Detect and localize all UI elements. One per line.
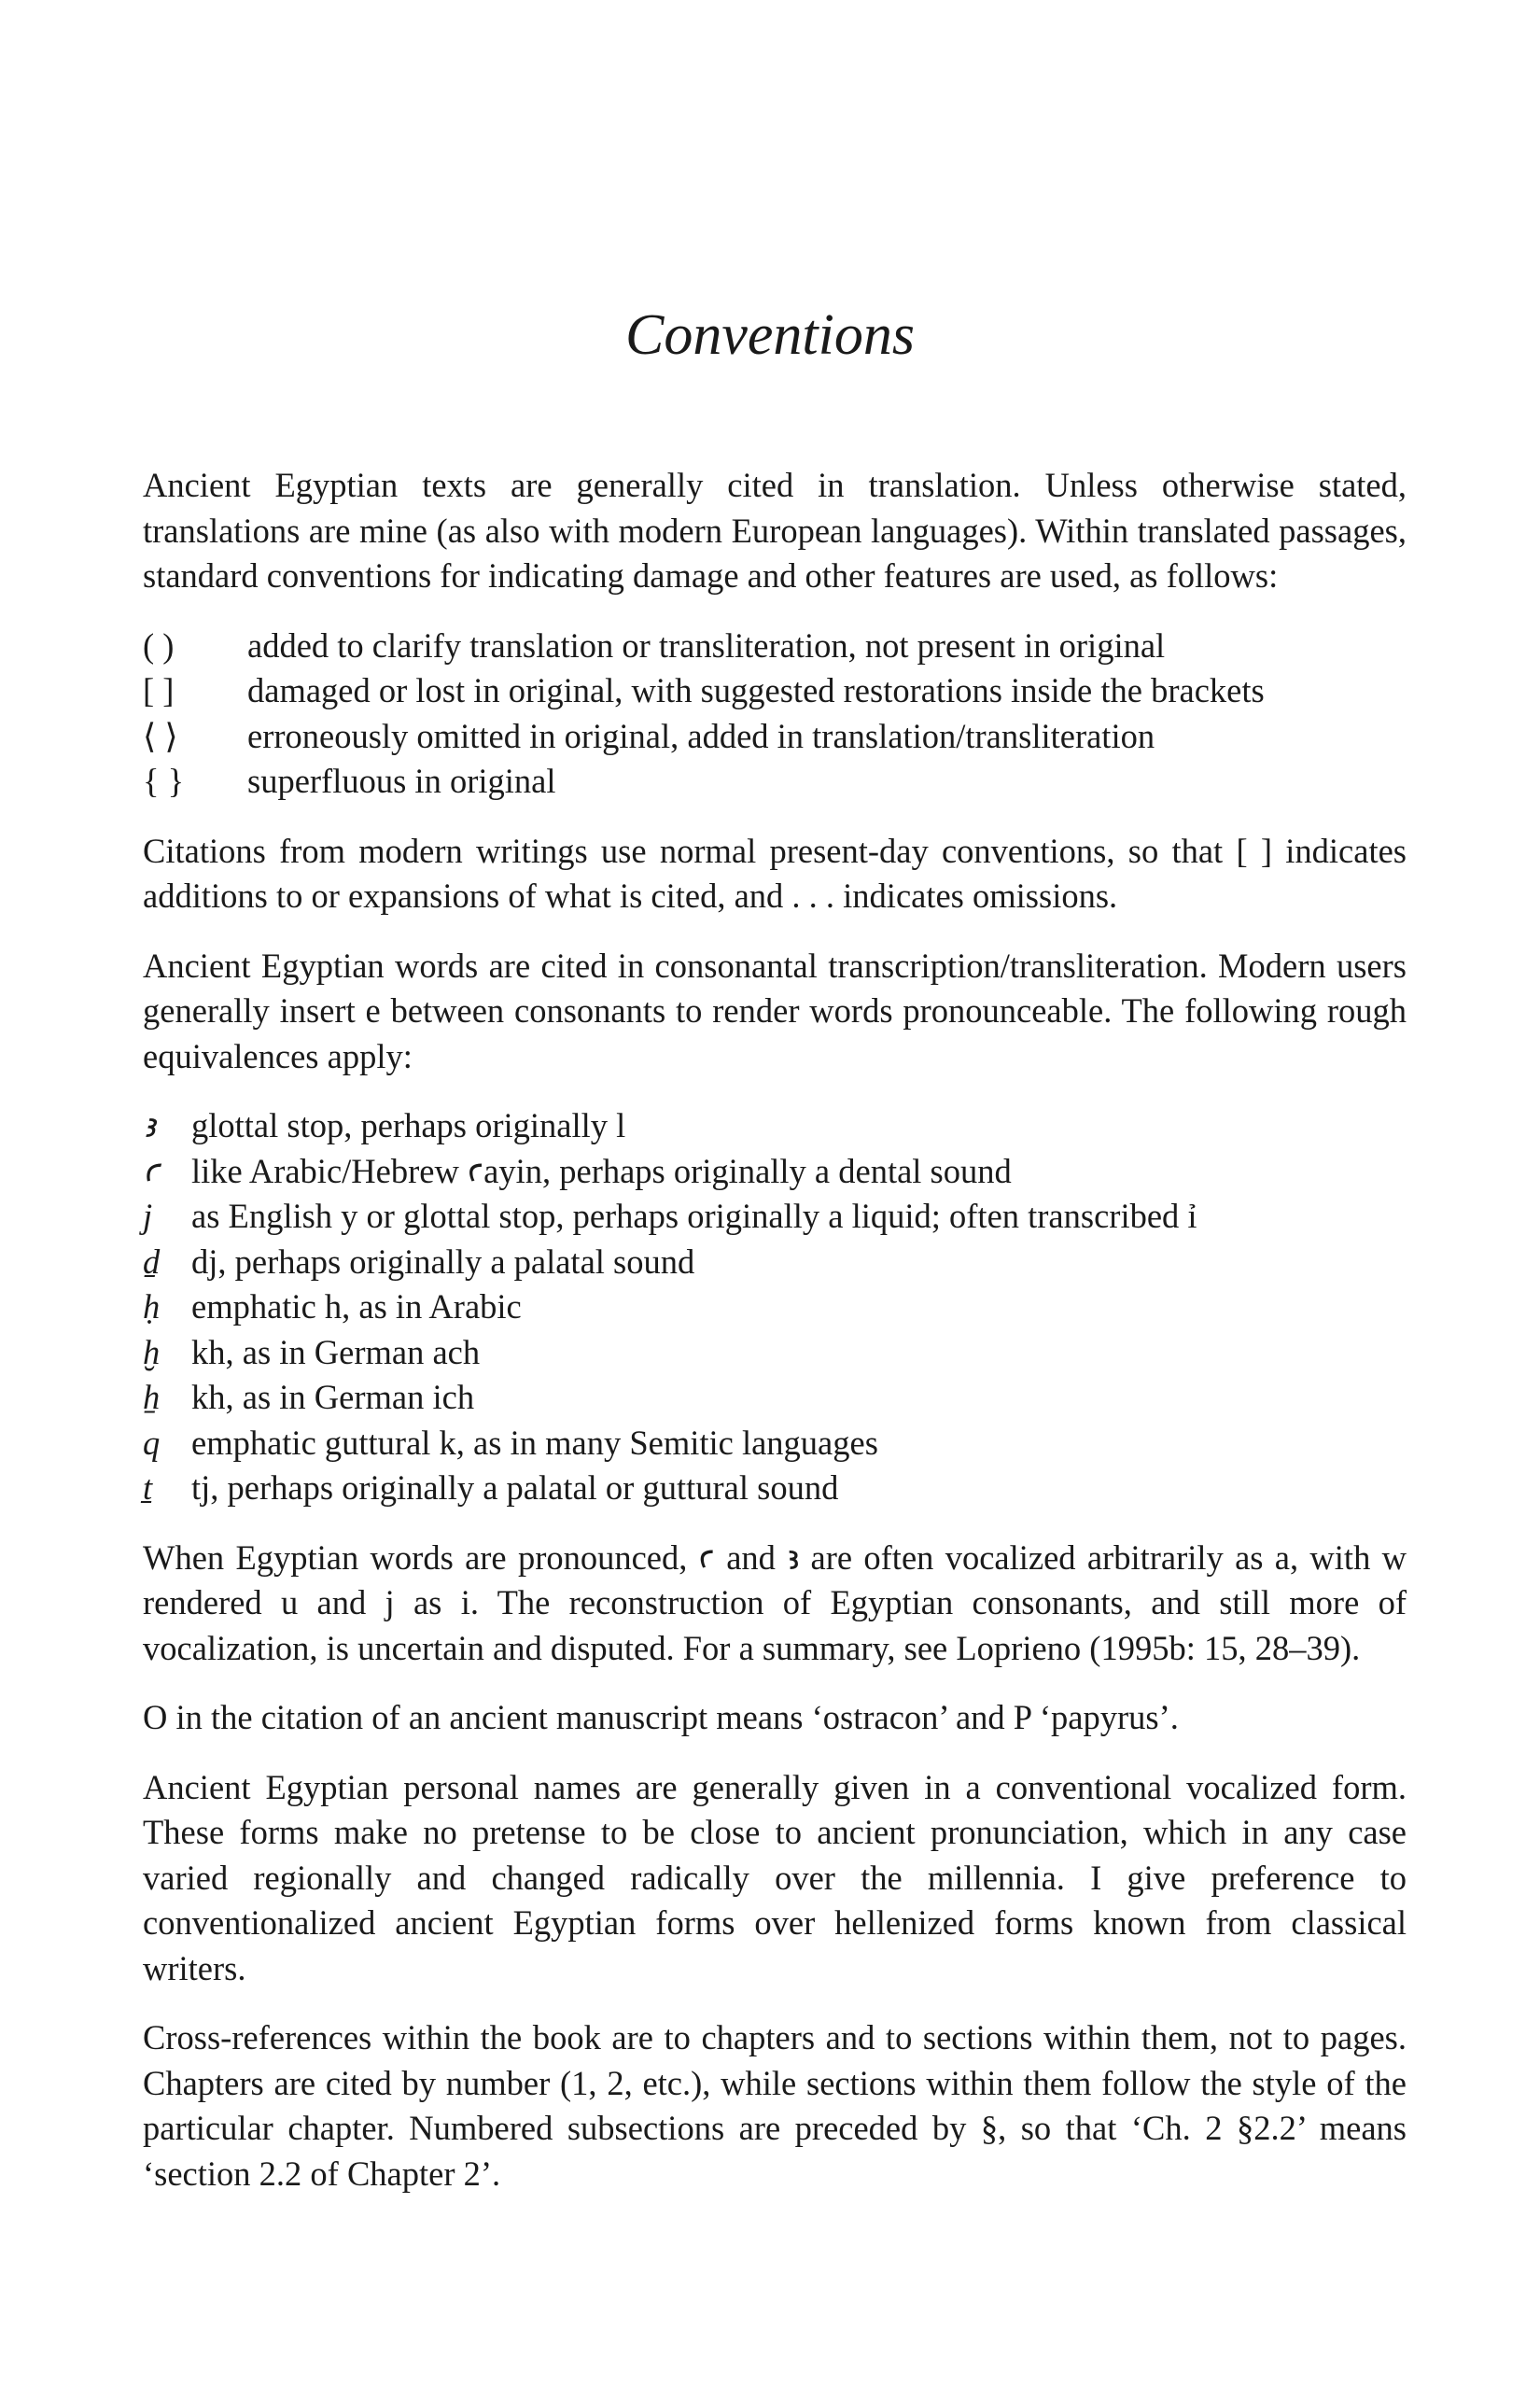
personal-names-paragraph: Ancient Egyptian personal names are generally given in a conventional vocalized form. These forms make no pretense to be close to ancient pronunciation, which in any case varied regionally and changed radically over the millennia. I give preference to conventionalized ancient Egyptian forms over hellenized forms known from classical writers. — [143, 1767, 1407, 1987]
page-title: Conventions — [625, 303, 915, 367]
bracket-row — [143, 668, 1407, 714]
bracket-description: damaged or lost in original, with suggested restorations inside the brackets — [247, 671, 1265, 709]
bracket-description: superfluous in original — [247, 762, 556, 800]
equivalence-symbol: q — [143, 1423, 161, 1462]
equivalence-description: emphatic h, as in Arabic — [191, 1287, 522, 1326]
bracket-symbol: [ ] — [143, 671, 175, 709]
bracket-symbol: { } — [143, 762, 185, 800]
equivalence-row — [143, 1240, 1407, 1285]
equivalence-row — [143, 1149, 1407, 1195]
equivalence-symbol: ḥ — [143, 1287, 161, 1326]
bracket-description: added to clarify translation or transliteration, not present in original — [247, 625, 1166, 665]
equivalence-row — [143, 1194, 1407, 1240]
equivalence-symbol: ḫ — [143, 1332, 161, 1371]
page-body — [143, 463, 1407, 2196]
intro-paragraph: Ancient Egyptian texts are generally cited in translation. Unless otherwise stated, translations are mine (as also with modern European languages). Within translated passages, standard conventions for indicating damage and other features are used, as follows: — [143, 466, 1407, 595]
equivalence-description: emphatic guttural k, as in many Semitic languages — [191, 1423, 878, 1462]
bracket-symbol: ( ) — [143, 625, 175, 665]
equivalence-symbol: ꜥ — [143, 1151, 160, 1190]
equivalence-description: tj, perhaps originally a palatal or guttural sound — [191, 1468, 839, 1507]
bracket-description: erroneously omitted in original, added in translation/transliteration — [247, 716, 1155, 755]
equivalence-row — [143, 1284, 1407, 1330]
manuscript-abbreviation-paragraph: O in the citation of an ancient manuscript means ‘ostracon’ and P ‘papyrus’. — [143, 1698, 1179, 1736]
bracket-row — [143, 714, 1407, 760]
cross-references-paragraph: Cross-references within the book are to chapters and to sections within them, not to pages. Chapters are cited by number (1, 2, etc.), while sections within them follow the style of the particular chapter. Numbered subsections are preceded by §, so that ‘Ch. 2 §2.2’ means ‘section 2.2 of Chapter 2’. — [143, 2018, 1407, 2193]
pronunciation-paragraph: When Egyptian words are pronounced, ꜥ and ꜣ are often vocalized arbitrarily as a, with w rendered u and j as i. The reconstruction of Egyptian consonants, and still more of vocalization, is uncertain and disputed. For a summary, see Loprieno (1995b: 15, 28–39). — [143, 1537, 1407, 1667]
equivalence-row — [143, 1466, 1407, 1511]
bracket-symbol: ⟨ ⟩ — [143, 716, 178, 755]
equivalence-symbol: j — [143, 1197, 153, 1235]
equivalence-symbol: ṯ — [143, 1468, 153, 1507]
equivalence-row — [143, 1330, 1407, 1376]
equivalence-symbol: ꜣ — [143, 1106, 155, 1144]
equivalence-description: kh, as in German ich — [191, 1378, 475, 1416]
equivalences-list — [143, 1103, 1407, 1511]
equivalence-row — [143, 1103, 1407, 1149]
equivalence-symbol: ḏ — [143, 1242, 161, 1281]
equivalence-description: dj, perhaps originally a palatal sound — [191, 1242, 695, 1281]
citations-paragraph: Citations from modern writings use normal present-day conventions, so that [ ] indicates additions to or expansions of what is cited, and . . . indicates omissions. — [143, 831, 1407, 915]
bracket-conventions-list — [143, 624, 1407, 805]
transliteration-paragraph: Ancient Egyptian words are cited in consonantal transcription/transliteration. Modern users generally insert e between consonants to render words pronounceable. The following rough equivalences apply: — [143, 946, 1407, 1075]
equivalence-row — [143, 1375, 1407, 1421]
bracket-row — [143, 759, 1407, 805]
equivalence-description: kh, as in German ach — [191, 1332, 481, 1371]
equivalence-symbol: ẖ — [143, 1378, 161, 1416]
equivalence-description: like Arabic/Hebrew ꜥayin, perhaps originally a dental sound — [191, 1151, 1012, 1190]
equivalence-row — [143, 1421, 1407, 1467]
equivalence-description: glottal stop, perhaps originally l — [191, 1106, 626, 1144]
equivalence-description: as English y or glottal stop, perhaps originally a liquid; often transcribed ỉ — [191, 1197, 1197, 1235]
bracket-row — [143, 624, 1407, 669]
